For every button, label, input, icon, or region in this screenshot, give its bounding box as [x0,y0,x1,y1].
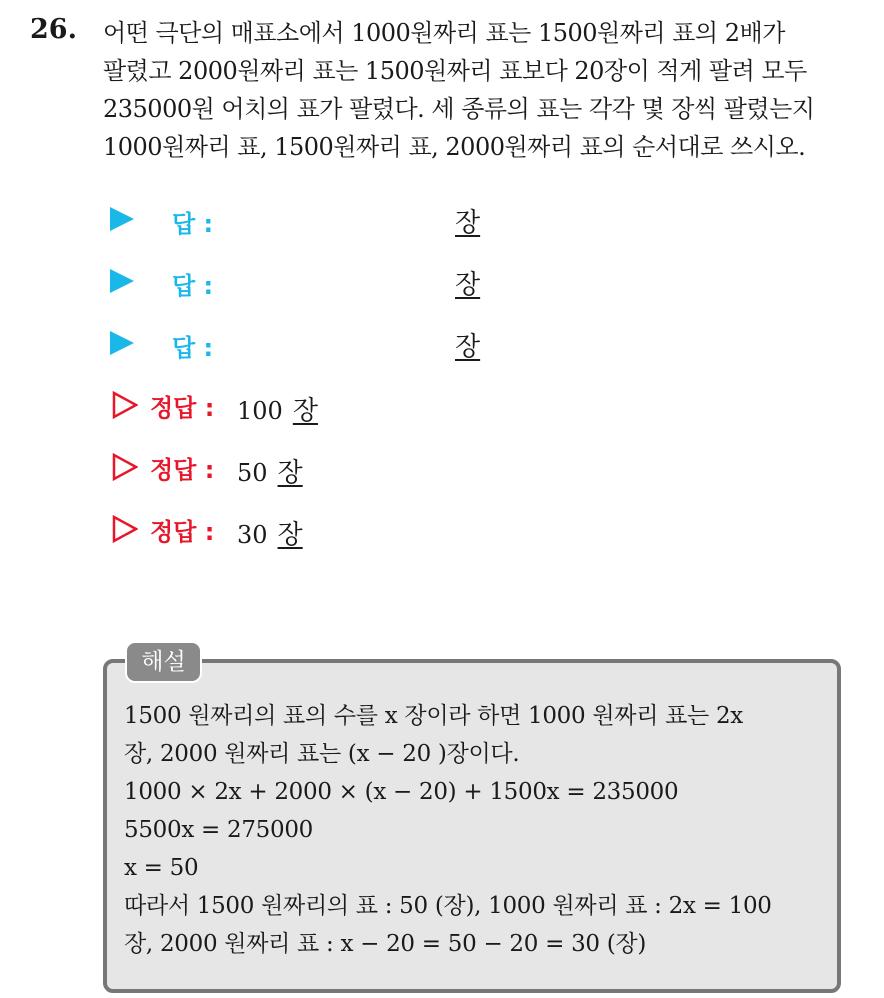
question-text [103,14,863,166]
play-triangle-icon [110,331,134,355]
solution-label: 정답 : [150,394,215,422]
solution-value-group [237,390,318,427]
explanation-line: 따라서 1500 원짜리의 표 : 50 (장), 1000 원짜리 표 : 2x = 100 [124,893,772,919]
outline-triangle-icon [112,453,138,481]
solution-value-group [237,452,303,489]
answer-blank[interactable]: 장 [455,332,481,362]
question-number: 26. [30,14,77,45]
answer-label: 답 : [172,210,214,238]
answer-label: 답 : [172,334,214,362]
question-line: 1000원짜리 표, 1500원짜리 표, 2000원짜리 표의 순서대로 쓰시오. [103,133,806,161]
explanation-tab: 해설 [125,641,202,683]
solution-value: 50 [237,459,268,487]
explanation-line: 장, 2000 원짜리 표는 (x − 20 )장이다. [124,741,520,767]
explanation-line: x = 50 [124,855,199,881]
solution-value: 30 [237,521,268,549]
answer-blank[interactable]: 장 [455,208,481,238]
explanation-line: 1000 × 2x + 2000 × (x − 20) + 1500x = 235000 [124,779,679,805]
answer-row-1 [110,200,610,240]
solution-unit: 장 [277,520,303,550]
answer-row-3 [110,324,610,364]
play-triangle-icon [110,269,134,293]
solution-unit: 장 [292,396,318,426]
explanation-line: 5500x = 275000 [124,817,313,843]
question-line: 팔렸고 2000원짜리 표는 1500원짜리 표보다 20장이 적게 팔려 모두 [103,57,807,85]
play-triangle-icon [110,207,134,231]
answer-blank[interactable]: 장 [455,270,481,300]
solution-row-2 [110,448,610,488]
explanation-line: 장, 2000 원짜리 표 : x − 20 = 50 − 20 = 30 (장) [124,931,647,957]
explanation-line: 1500 원짜리의 표의 수를 x 장이라 하면 1000 원짜리 표는 2x [124,703,743,729]
solution-row-3 [110,510,610,550]
explanation-text [124,697,834,963]
question-line: 235000원 어치의 표가 팔렸다. 세 종류의 표는 각각 몇 장씩 팔렸는지 [103,95,815,123]
answer-label: 답 : [172,272,214,300]
outline-triangle-icon [112,515,138,543]
answer-row-2 [110,262,610,302]
solution-value: 100 [237,397,283,425]
solution-label: 정답 : [150,518,215,546]
solution-unit: 장 [277,458,303,488]
outline-triangle-icon [112,391,138,419]
solution-value-group [237,514,303,551]
solution-row-1 [110,386,610,426]
solution-label: 정답 : [150,456,215,484]
question-line: 어떤 극단의 매표소에서 1000원짜리 표는 1500원짜리 표의 2배가 [103,19,785,47]
